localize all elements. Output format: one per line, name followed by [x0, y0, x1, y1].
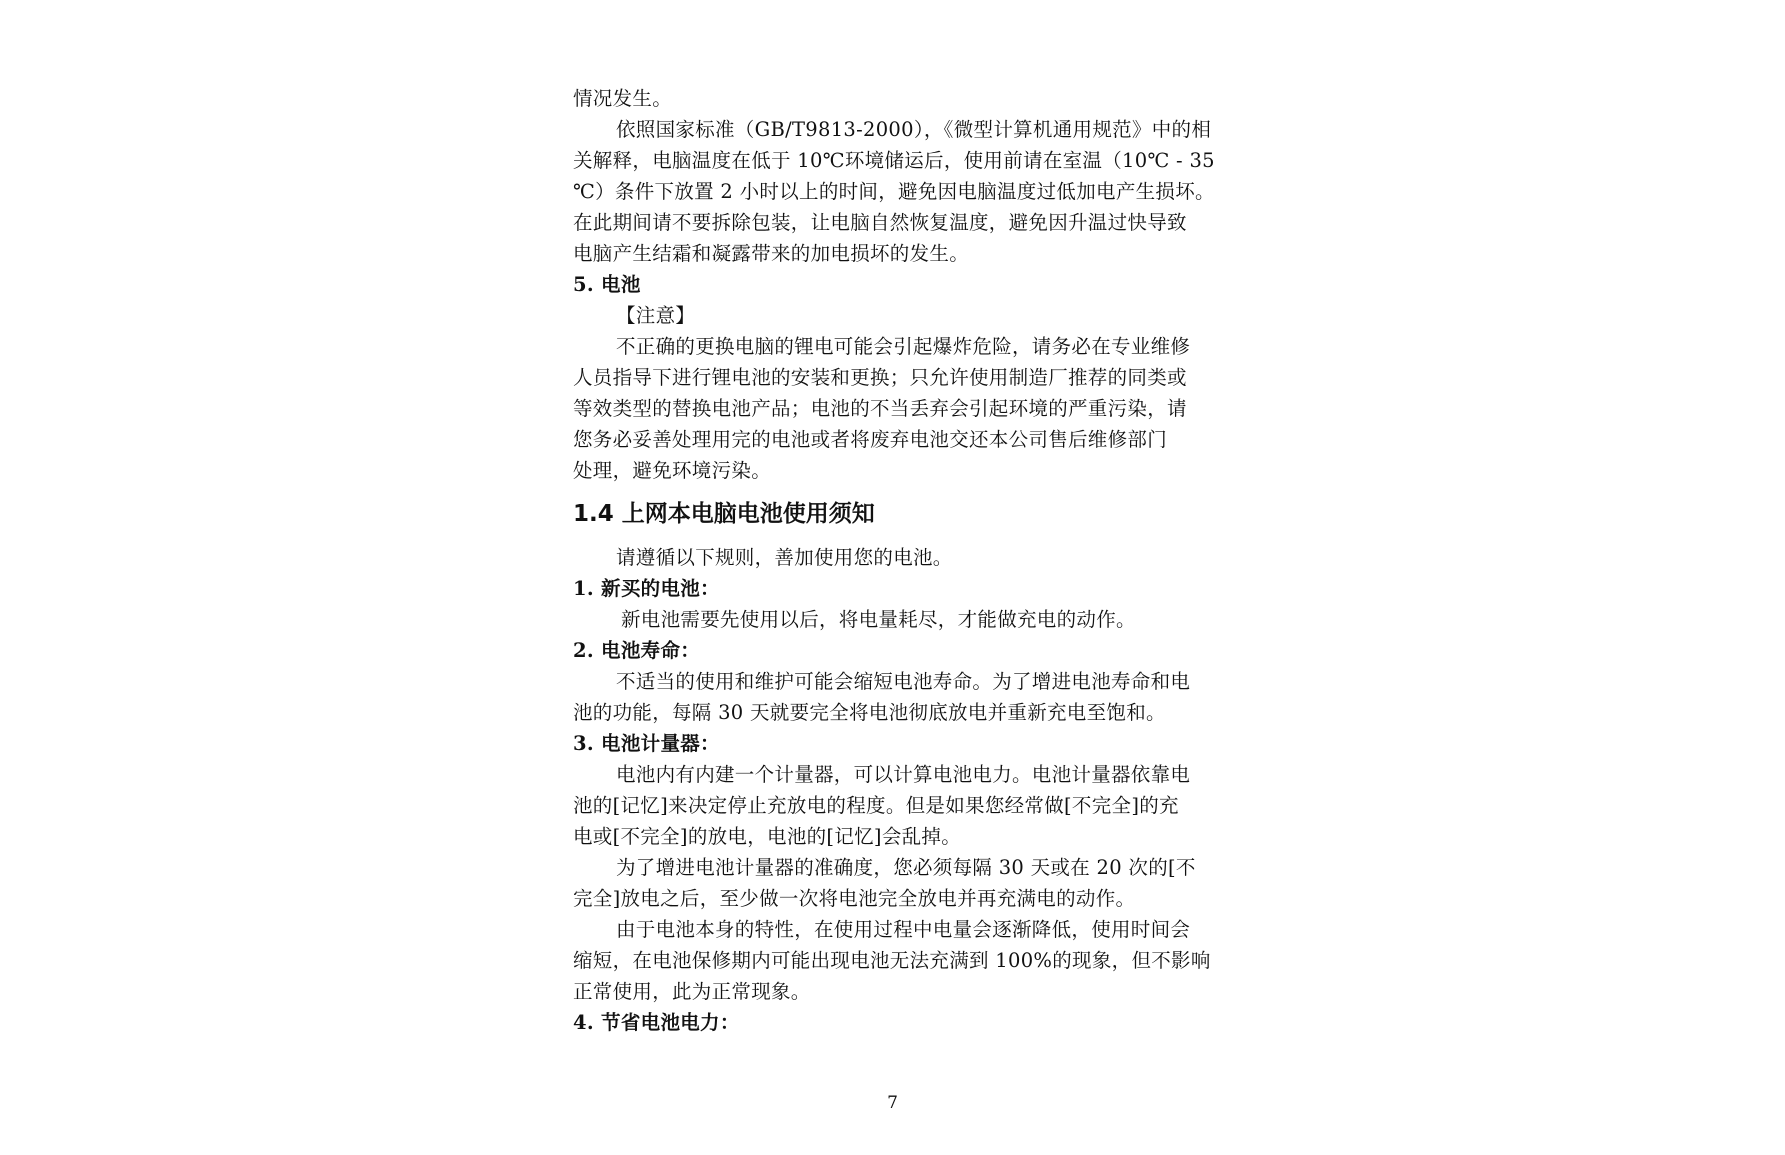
paragraph-line: 电脑产生结霜和凝露带来的加电损坏的发生。 [573, 242, 970, 265]
battery-heading: 5. 电池 [573, 273, 641, 296]
item-text-line: 为了增进电池计量器的准确度，您必须每隔 30 天或在 20 次的[不 [616, 856, 1196, 879]
item-text-line: 不适当的使用和维护可能会缩短电池寿命。为了增进电池寿命和电 [616, 670, 1191, 693]
item-text-line: 完全]放电之后，至少做一次将电池完全放电并再充满电的动作。 [573, 887, 1136, 910]
warning-line: 等效类型的替换电池产品；电池的不当丢弃会引起环境的严重污染，请 [573, 397, 1187, 420]
paragraph-line: 情况发生。 [573, 87, 673, 110]
item-heading: 2. 电池寿命： [573, 639, 701, 662]
paragraph-line: 依照国家标准（GB/T9813-2000），《微型计算机通用规范》中的相 [616, 118, 1212, 141]
item-text-line: 池的[记忆]来决定停止充放电的程度。但是如果您经常做[不完全]的充 [573, 794, 1179, 817]
item-heading: 1. 新买的电池： [573, 577, 720, 600]
item-text-line: 缩短，在电池保修期内可能出现电池无法充满到 100%的现象，但不影响 [573, 949, 1211, 972]
paragraph-line: ℃）条件下放置 2 小时以上的时间，避免因电脑温度过低加电产生损坏。 [573, 180, 1215, 203]
warning-line: 处理，避免环境污染。 [573, 459, 772, 482]
warning-line: 人员指导下进行锂电池的安装和更换；只允许使用制造厂推荐的同类或 [573, 366, 1187, 389]
item-text-line: 电或[不完全]的放电，电池的[记忆]会乱掉。 [573, 825, 962, 848]
item-text-line: 池的功能，每隔 30 天就要完全将电池彻底放电并重新充电至饱和。 [573, 701, 1166, 724]
item-text-line: 由于电池本身的特性，在使用过程中电量会逐渐降低，使用时间会 [616, 918, 1191, 941]
section-title: 1.4 上网本电脑电池使用须知 [573, 501, 875, 527]
warning-line: 您务必妥善处理用完的电池或者将废弃电池交还本公司售后维修部门 [573, 428, 1168, 451]
item-text-line: 新电池需要先使用以后，将电量耗尽，才能做充电的动作。 [621, 608, 1136, 631]
intro-line: 请遵循以下规则，善加使用您的电池。 [616, 546, 953, 569]
document-page [573, 83, 1223, 1038]
item-heading: 3. 电池计量器： [573, 732, 720, 755]
item-heading: 4. 节省电池电力： [573, 1011, 740, 1034]
item-text-line: 正常使用，此为正常现象。 [573, 980, 811, 1003]
paragraph-line: 在此期间请不要拆除包装，让电脑自然恢复温度，避免因升温过快导致 [573, 211, 1187, 234]
item-text-line: 电池内有内建一个计量器，可以计算电池电力。电池计量器依靠电 [616, 763, 1191, 786]
paragraph-line: 关解释，电脑温度在低于 10℃环境储运后，使用前请在室温（10℃ - 35 [573, 149, 1215, 172]
notice-label: 【注意】 [616, 304, 696, 327]
warning-line: 不正确的更换电脑的锂电可能会引起爆炸危险，请务必在专业维修 [616, 335, 1191, 358]
page-number: 7 [887, 1093, 898, 1113]
